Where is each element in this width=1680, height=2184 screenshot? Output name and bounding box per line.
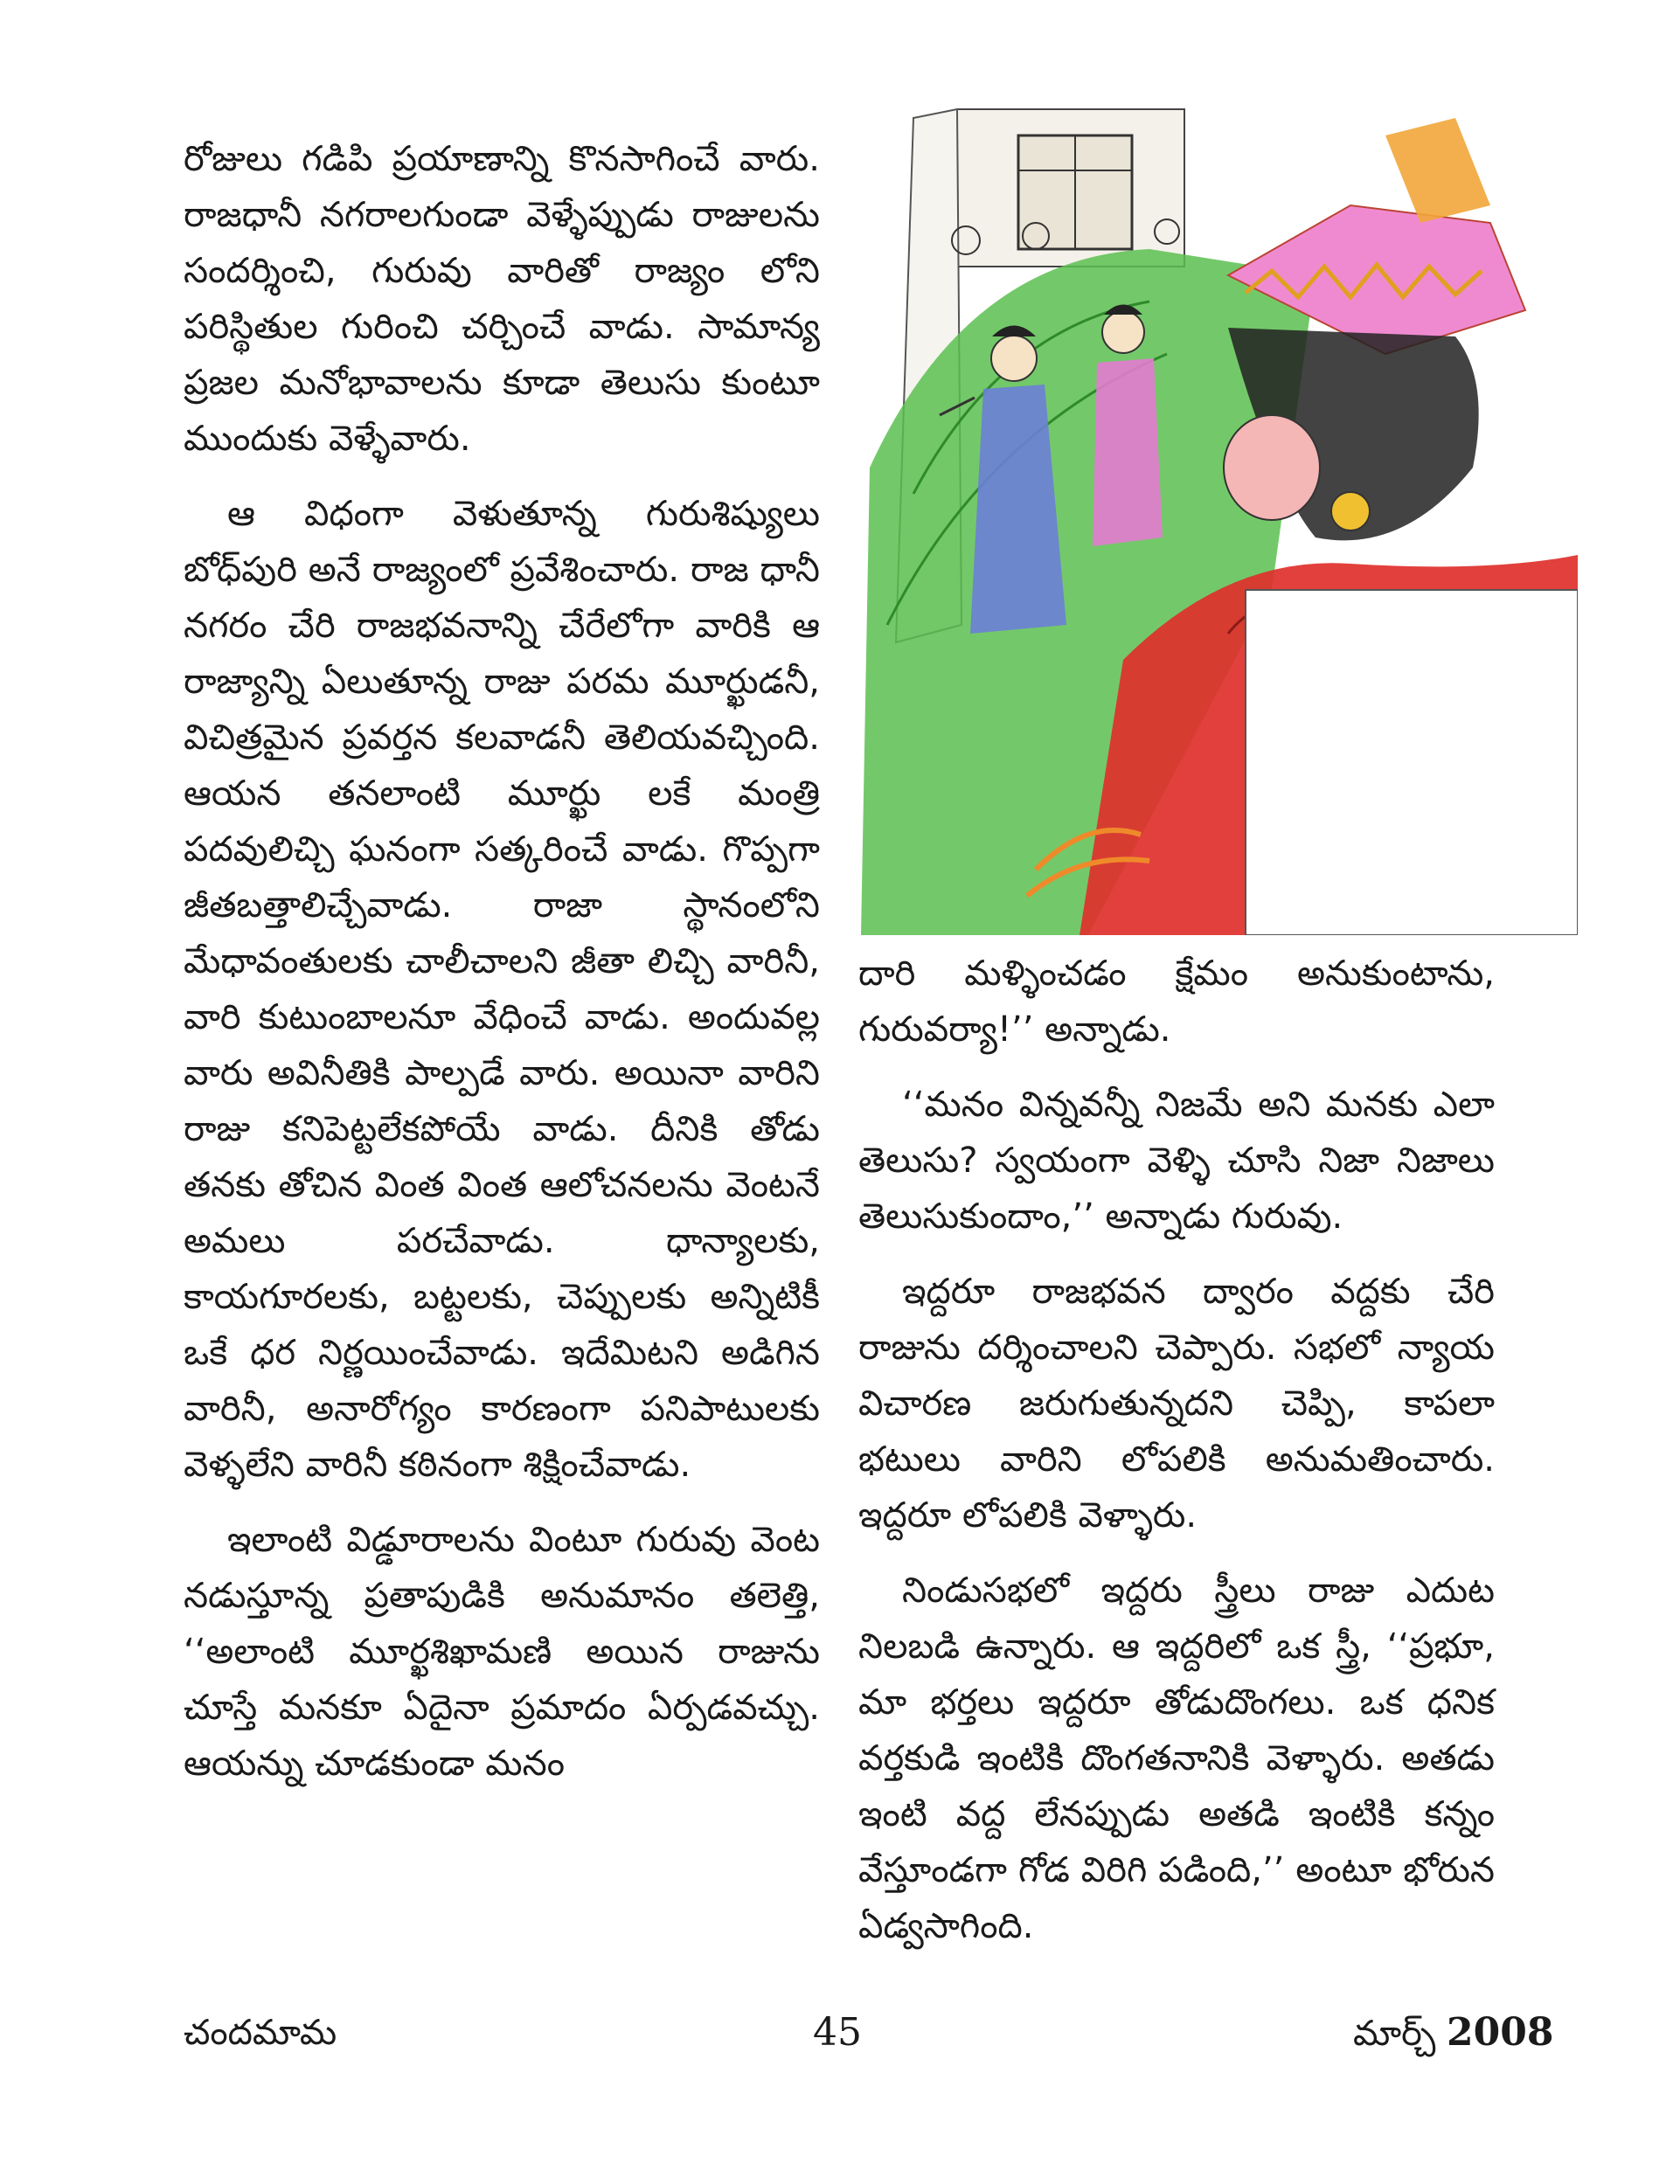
paragraph: ఆ విధంగా వెళుతూన్న గురుశిష్యులు బోధ్‌పురి అనే రాజ్యంలో ప్రవేశించారు. రాజ ధానీ నగరం చేరి రాజభవనాన్ని చేరేలోగా వారికి ఆ రాజ్యాన్ని ఏలుతూన్న రాజు పరమ మూర్ఖుడనీ, విచిత్రమైన ప్రవర్తన కలవాడనీ తెలియవచ్చింది. ఆయన తనలాంటి మూర్ఖు లకే మంత్రి పదవులిచ్చి ఘనంగా సత్కరించే వాడు. గొప్పగా జీతబత్తాలిచ్చేవాడు. రాజా స్థానంలోని మేధావంతులకు చాలీచాలని జీతా లిచ్చి వారినీ, వారి కుటుంబాలనూ వేధించే వాడు. అందువల్ల వారు అవినీతికి పాల్పడే వారు. అయినా వారిని రాజు కనిపెట్టలేకపోయే వాడు. దీనికి తోడు తనకు తోచిన వింత వింత ఆలోచనలను వెంటనే అమలు పరచేవాడు. ధాన్యాలకు, కాయగూరలకు, బట్టలకు, చెప్పులకు అన్నిటికీ ఒకే ధర నిర్ణయించేవాడు. ఇదేమిటని అడిగిన వారినీ, అనారోగ్యం కారణంగా పనిపాటులకు వెళ్ళలేని వారినీ కఠినంగా శిక్షించేవాడు.: [184, 494, 820, 1485]
paragraph: దారి మళ్ళించడం క్షేమం అనుకుంటాను, గురువర్యా!’’ అన్నాడు.: [858, 953, 1495, 1050]
footer-year: 2008: [1447, 2010, 1554, 2055]
left-text-column: [184, 131, 820, 1811]
footer-issue-date: [1353, 2007, 1554, 2060]
paragraph: ఇలాంటి విడ్డూరాలను వింటూ గురువు వెంట నడుస్తూన్న ప్రతాపుడికి అనుమానం తలెత్తి, ‘‘అలాంటి మూర్ఖశిఖామణి అయిన రాజును చూస్తే మనకూ ఏదైనా ప్రమాదం ఏర్పడవచ్చు. ఆయన్ను చూడకుండా మనం: [184, 1520, 820, 1784]
footer-magazine-name: చందమామ: [184, 2013, 337, 2053]
court-scene-illustration: [861, 101, 1578, 935]
paragraph: ‘‘మనం విన్నవన్నీ నిజమే అని మనకు ఎలా తెలుసు? స్వయంగా వెళ్ళి చూసి నిజా నిజాలు తెలుసుకుందాం,’’ అన్నాడు గురువు.: [858, 1085, 1495, 1237]
paragraph: రోజులు గడిపి ప్రయాణాన్ని కొనసాగించే వారు. రాజధానీ నగరాలగుండా వెళ్ళేప్పుడు రాజులను సందర్శించి, గురువు వారితో రాజ్యం లోని పరిస్థితుల గురించి చర్చించే వాడు. సామాన్య ప్రజల మనోభావాలను కూడా తెలుసు కుంటూ ముందుకు వెళ్ళేవారు.: [184, 139, 820, 459]
paragraph: ఇద్దరూ రాజభవన ద్వారం వద్దకు చేరి రాజును దర్శించాలని చెప్పారు. సభలో న్యాయ విచారణ జరుగుతున్నదని చెప్పి, కాపలా భటులు వారిని లోపలికి అనుమతించారు. ఇద్దరూ లోపలికి వెళ్ళారు.: [858, 1272, 1495, 1536]
page-number: 45: [813, 2010, 862, 2055]
right-text-column: [858, 946, 1495, 1973]
footer-month: మార్చ్: [1353, 2014, 1436, 2054]
paragraph: నిండుసభలో ఇద్దరు స్త్రీలు రాజు ఎదుట నిలబడి ఉన్నారు. ఆ ఇద్దరిలో ఒక స్త్రీ, ‘‘ప్రభూ, మా భర్తలు ఇద్దరూ తోడుదొంగలు. ఒక ధనిక వర్తకుడి ఇంటికి దొంగతనానికి వెళ్ళారు. అతడు ఇంటి వద్ద లేనప్పుడు అతడి ఇంటికి కన్నం వేస్తూండగా గోడ విరిగి పడింది,’’ అంటూ భోరున ఏడ్వసాగింది.: [858, 1570, 1495, 1946]
